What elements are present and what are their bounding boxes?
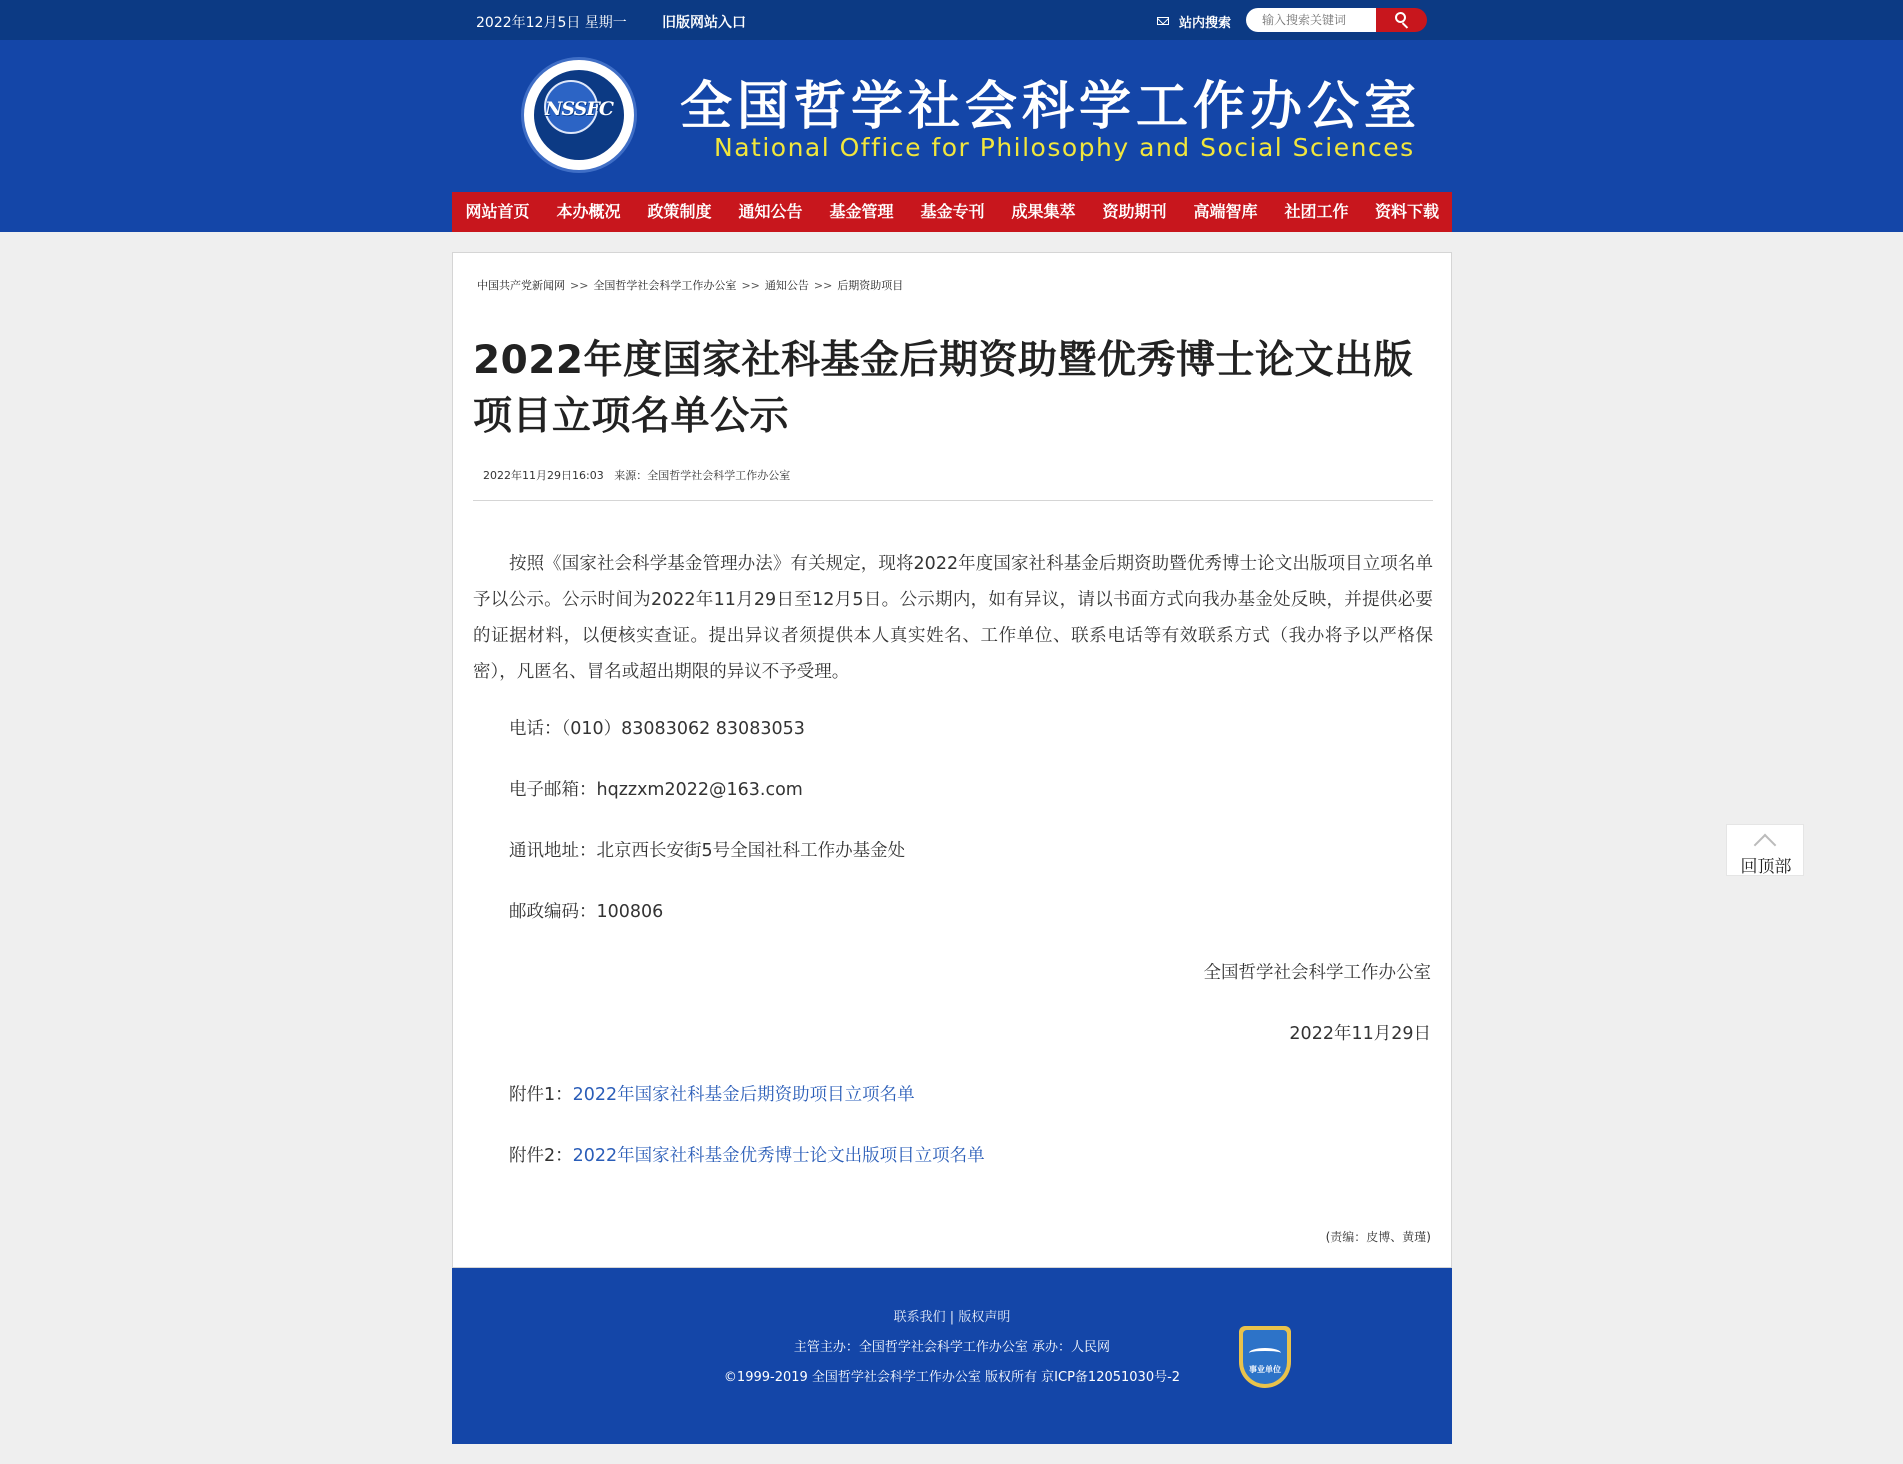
- attachment-1: [509, 1081, 915, 1106]
- site-title: 全国哲学社会科学工作办公室: [680, 76, 1422, 137]
- contact-phone: 电话：（010）83083062 83083053: [509, 719, 805, 739]
- footer-sponsor: 主管主办：全国哲学社会科学工作办公室 承办：人民网: [793, 1340, 1111, 1355]
- signature-org: 全国哲学社会科学工作办公室: [1203, 963, 1431, 983]
- article-panel: [452, 252, 1452, 1268]
- footer-links: [452, 1306, 1452, 1325]
- search-button[interactable]: [1376, 8, 1427, 32]
- main-nav: [452, 192, 1452, 232]
- breadcrumb: [477, 277, 903, 293]
- badge-text: 事业单位: [1249, 1365, 1281, 1374]
- nav-item-achievements[interactable]: 成果集萃: [1011, 202, 1076, 221]
- signature-date: 2022年11月29日: [1289, 1024, 1431, 1044]
- current-date: 2022年12月5日 星期一: [476, 15, 627, 31]
- nav-item-about[interactable]: 本办概况: [556, 202, 621, 221]
- contact-email: 电子邮箱：hqzzxm2022@163.com: [509, 780, 803, 800]
- contact-address: 通讯地址：北京西长安街5号全国社科工作办基金处: [509, 841, 906, 861]
- footer-link-divider: |: [949, 1310, 955, 1325]
- nav-item-think-tanks[interactable]: 高端智库: [1193, 202, 1258, 221]
- search-icon-handle: [1402, 22, 1408, 28]
- breadcrumb-item[interactable]: 后期资助项目: [837, 279, 904, 292]
- copyright-notice-link[interactable]: 版权声明: [958, 1310, 1011, 1325]
- attachment-1-link[interactable]: 2022年国家社科基金后期资助项目立项名单: [572, 1085, 915, 1105]
- attachment-1-label: 附件1：: [509, 1085, 573, 1105]
- publish-time: 2022年11月29日16:03: [483, 469, 604, 482]
- contact-us-link[interactable]: 联系我们: [893, 1310, 946, 1325]
- breadcrumb-separator: >>: [813, 279, 833, 292]
- footer-copyright: ©1999-2019 全国哲学社会科学工作办公室 版权所有 京ICP备12051030号-2: [723, 1370, 1181, 1385]
- search-icon: [1395, 12, 1406, 23]
- nav-item-fund-management[interactable]: 基金管理: [829, 202, 894, 221]
- article-meta: [483, 467, 790, 483]
- attachment-2: [509, 1142, 985, 1167]
- breadcrumb-item[interactable]: 中国共产党新闻网: [477, 279, 565, 292]
- site-footer: [452, 1268, 1452, 1444]
- site-search-label: 站内搜索: [1179, 16, 1232, 31]
- site-subtitle: National Office for Philosophy and Social Sciences: [714, 133, 1415, 162]
- article-paragraph: 按照《国家社会科学基金管理办法》有关规定，现将2022年度国家社科基金后期资助暨优秀博士论文出版项目立项名单予以公示。公示时间为2022年11月29日至12月5日。公示期内，如有异议，请以书面方式向我办基金处反映，并提供必要的证据材料，以便核实查证。提出异议者须提供本人真实姓名、工作单位、联系电话等有效联系方式（我办将予以严格保密），凡匿名、冒名或超出期限的异议不予受理。: [473, 554, 1433, 682]
- back-to-top-button[interactable]: [1726, 824, 1804, 876]
- search-input[interactable]: [1246, 8, 1376, 32]
- breadcrumb-item[interactable]: 全国哲学社会科学工作办公室: [593, 279, 737, 292]
- attachment-2-link[interactable]: 2022年国家社科基金优秀博士论文出版项目立项名单: [572, 1146, 985, 1166]
- nssfc-logo[interactable]: [524, 60, 634, 170]
- breadcrumb-separator: >>: [741, 279, 760, 292]
- breadcrumb-item[interactable]: 通知公告: [764, 279, 809, 292]
- source-label: 来源：: [614, 469, 648, 482]
- source-link[interactable]: 全国哲学社会科学工作办公室: [647, 469, 791, 482]
- site-header: [0, 40, 1903, 232]
- badge-wave: [1249, 1348, 1281, 1358]
- old-site-link[interactable]: 旧版网站入口: [662, 15, 746, 31]
- mail-icon: [1157, 17, 1169, 25]
- divider: [473, 500, 1433, 501]
- article-title: 2022年度国家社科基金后期资助暨优秀博士论文出版项目立项名单公示: [473, 338, 1414, 439]
- attachment-2-label: 附件2：: [509, 1146, 573, 1166]
- logo-text: NSSFC: [544, 98, 613, 120]
- nav-item-fund-journal[interactable]: 基金专刊: [920, 202, 985, 221]
- nav-item-funded-journals[interactable]: 资助期刊: [1102, 202, 1167, 221]
- breadcrumb-separator: >>: [570, 279, 589, 292]
- institution-badge-icon[interactable]: [1239, 1326, 1291, 1388]
- nav-item-home[interactable]: 网站首页: [465, 202, 530, 221]
- nav-item-policy[interactable]: 政策制度: [647, 202, 712, 221]
- nav-item-downloads[interactable]: 资料下载: [1374, 202, 1439, 221]
- nav-item-notice[interactable]: 通知公告: [738, 202, 803, 221]
- contact-postcode: 邮政编码：100806: [509, 902, 664, 922]
- back-to-top-label: 回顶部: [1740, 857, 1792, 877]
- editor-credit: (责编：皮博、黄瑾): [1325, 1230, 1431, 1244]
- nav-item-societies[interactable]: 社团工作: [1284, 202, 1349, 221]
- badge-inner: [1243, 1330, 1287, 1384]
- top-bar: [0, 0, 1903, 40]
